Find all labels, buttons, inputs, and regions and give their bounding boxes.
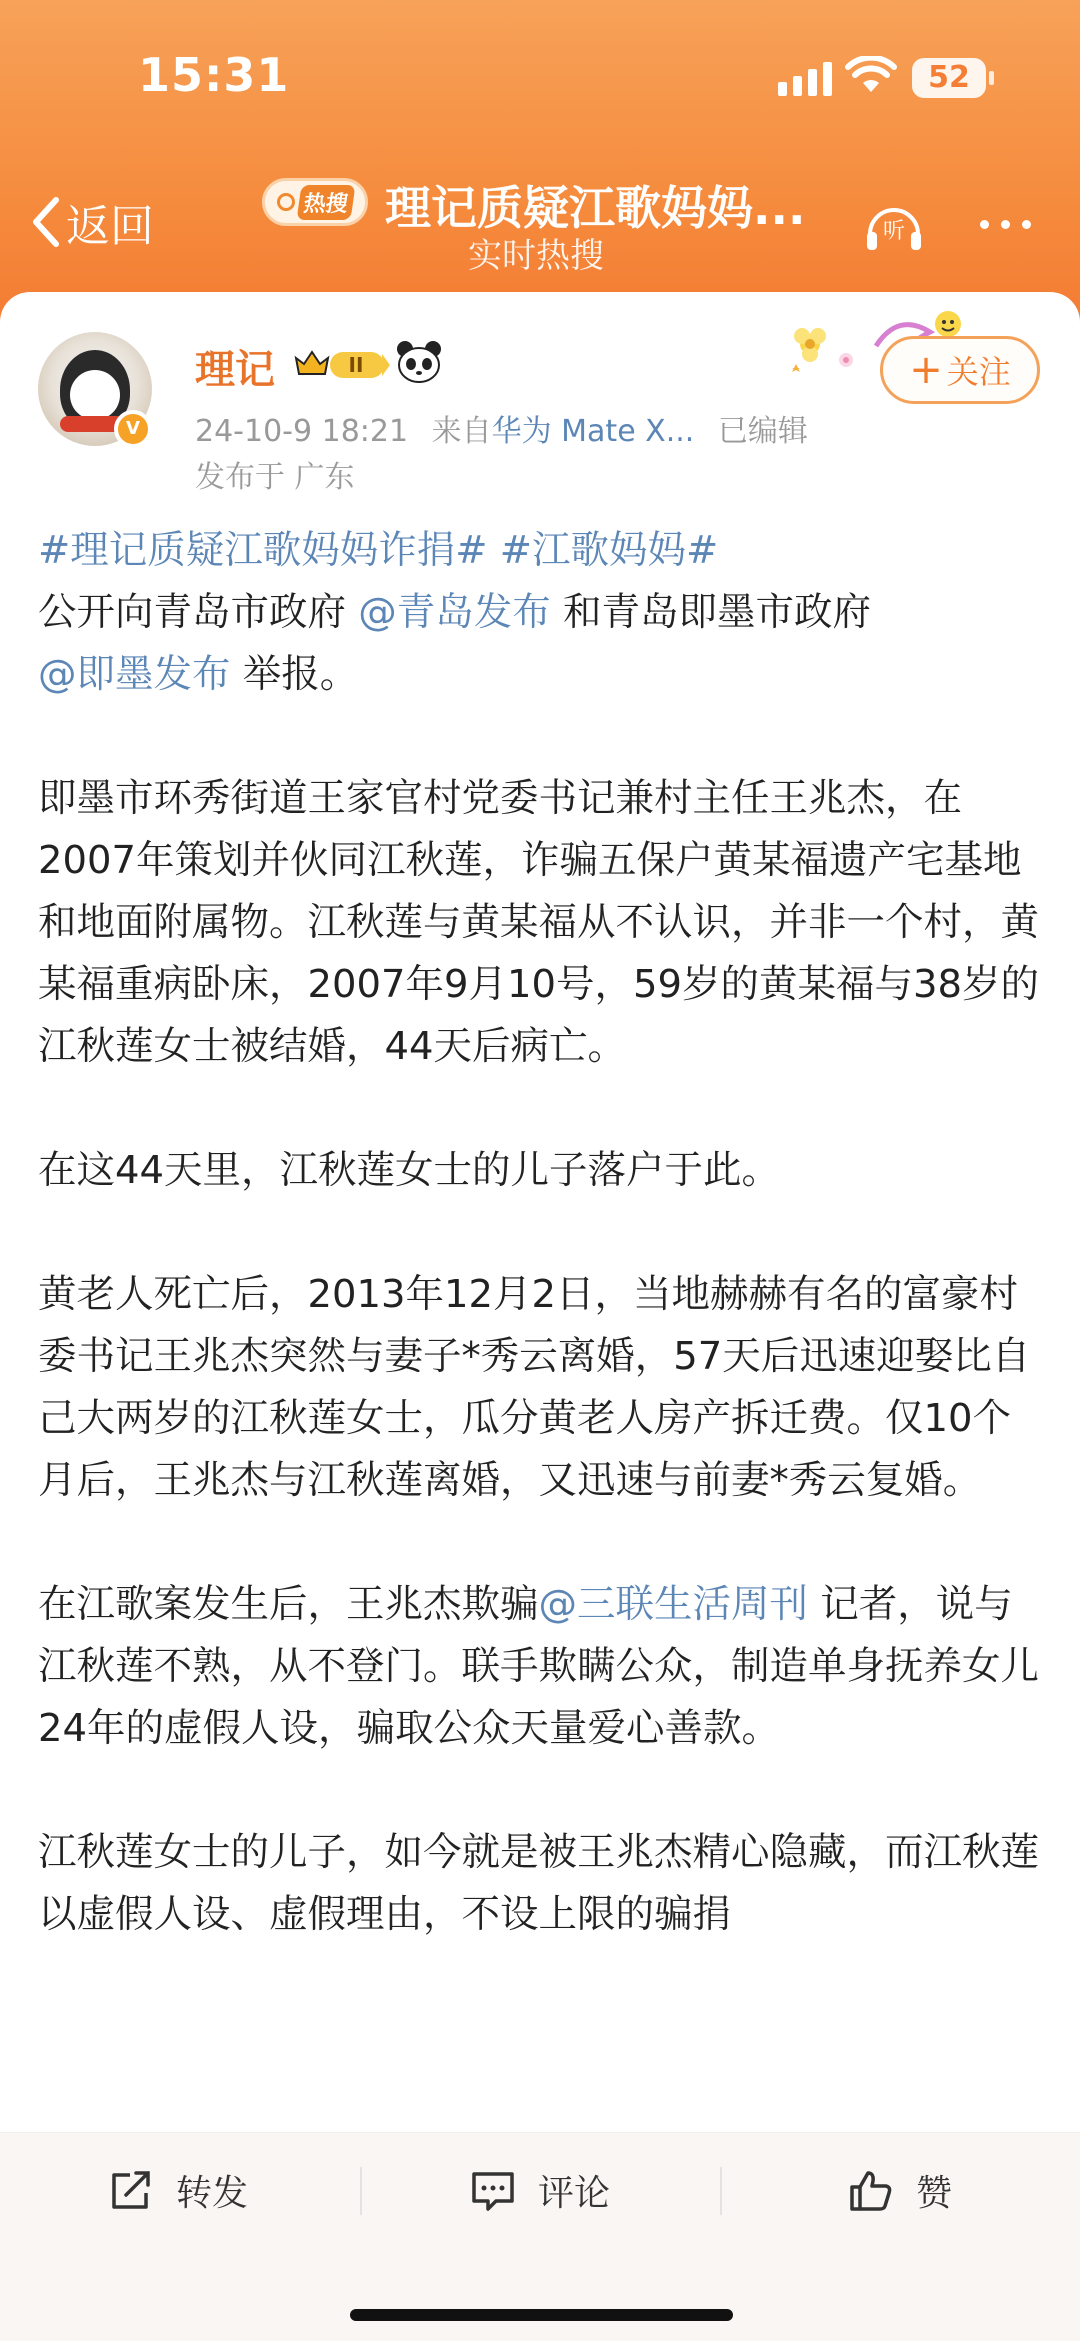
headphones-icon	[862, 194, 926, 258]
post-device[interactable]: 华为 Mate X...	[491, 414, 695, 449]
battery-icon: 52	[912, 58, 986, 98]
comment-button[interactable]	[470, 2165, 610, 2216]
page-title[interactable]: 理记质疑江歌妈妈...	[385, 181, 806, 235]
post-paragraph: 在这44天里，江秋莲女士的儿子落户于此。	[38, 1148, 780, 1193]
like-button[interactable]	[848, 2165, 952, 2216]
cellular-signal-icon	[778, 62, 832, 96]
mention-link[interactable]: @即墨发布	[38, 652, 231, 697]
post-edited[interactable]: 已编辑	[717, 414, 808, 449]
post-paragraph: 黄老人死亡后，2013年12月2日，当地赫赫有名的富豪村委书记王兆杰突然与妻子*秀云离婚，57天后迅速迎娶比自己大两岁的江秋莲女士，瓜分黄老人房产拆迁费。仅10个月后，王兆杰与江秋莲离婚，又迅速与前妻*秀云复婚。	[38, 1272, 1031, 1503]
post-card	[0, 292, 1080, 2132]
status-bar	[0, 0, 1080, 150]
repost-label: 转发	[176, 2173, 249, 2214]
post-username[interactable]: 理记	[195, 347, 275, 393]
share-icon	[108, 2169, 154, 2213]
repost-button[interactable]	[108, 2165, 248, 2216]
panda-icon	[396, 340, 442, 384]
home-indicator[interactable]	[350, 2309, 733, 2321]
status-time: 15:31	[138, 48, 290, 102]
post-location: 发布于 广东	[195, 460, 355, 495]
hashtag-link[interactable]: #江歌妈妈#	[499, 528, 719, 573]
like-label: 赞	[916, 2173, 953, 2214]
svg-text:II: II	[348, 353, 364, 377]
comment-icon	[470, 2169, 516, 2213]
chevron-left-icon	[30, 196, 60, 248]
plus-icon: +	[909, 347, 943, 393]
follow-label: 关注	[946, 353, 1011, 391]
back-button[interactable]	[30, 190, 154, 254]
thumbs-up-icon	[848, 2169, 894, 2213]
post-time: 24-10-9 18:21	[195, 414, 409, 449]
post-content	[38, 520, 1048, 1946]
hot-search-label: 热搜	[297, 185, 356, 220]
verified-badge-icon: V	[114, 410, 152, 448]
post-paragraph: 即墨市环秀街道王家官村党委书记兼村主任王兆杰，在2007年策划并伙同江秋莲，诈骗五保户黄某福遗产宅基地和地面附属物。江秋莲与黄某福从不认识，并非一个村，黄某福重病卧床，2007年9月10号，59岁的黄某福与38岁的江秋莲女士被结婚，44天后病亡。	[38, 776, 1040, 1069]
mention-link[interactable]: @青岛发布	[358, 590, 551, 635]
hot-search-badge	[262, 178, 368, 226]
comment-label: 评论	[538, 2173, 611, 2214]
post-paragraph	[38, 520, 1048, 582]
listen-button[interactable]	[862, 194, 926, 258]
action-bar	[0, 2132, 1080, 2341]
back-label: 返回	[66, 201, 154, 252]
page-subtitle: 实时热搜	[468, 236, 604, 276]
hashtag-link[interactable]: #理记质疑江歌妈妈诈捐#	[38, 528, 488, 573]
post-source-prefix: 来自	[431, 414, 492, 449]
nav-bar	[0, 150, 1080, 290]
post-paragraph: 公开向青岛市政府 @青岛发布 和青岛即墨市政府 @即墨发布 举报。	[38, 590, 872, 697]
divider	[720, 2167, 722, 2215]
post-paragraph: 江秋莲女士的儿子，如今就是被王兆杰精心隐藏，而江秋莲以虚假人设、虚假理由，不设上限的骗捐	[38, 1830, 1040, 1937]
divider	[360, 2167, 362, 2215]
mention-link[interactable]: @三联生活周刊	[538, 1582, 809, 1627]
listen-label: 听	[882, 219, 906, 244]
wifi-icon	[845, 56, 897, 100]
search-icon	[277, 193, 295, 211]
follow-button[interactable]	[880, 336, 1040, 404]
member-level-icon	[292, 344, 392, 384]
more-options-icon[interactable]	[980, 220, 1031, 229]
post-meta	[195, 406, 808, 450]
post-paragraph: 在江歌案发生后，王兆杰欺骗@三联生活周刊 记者，说与江秋莲不熟，从不登门。联手欺瞒公众，制造单身抚养女儿24年的虚假人设，骗取公众天量爱心善款。	[38, 1582, 1040, 1751]
